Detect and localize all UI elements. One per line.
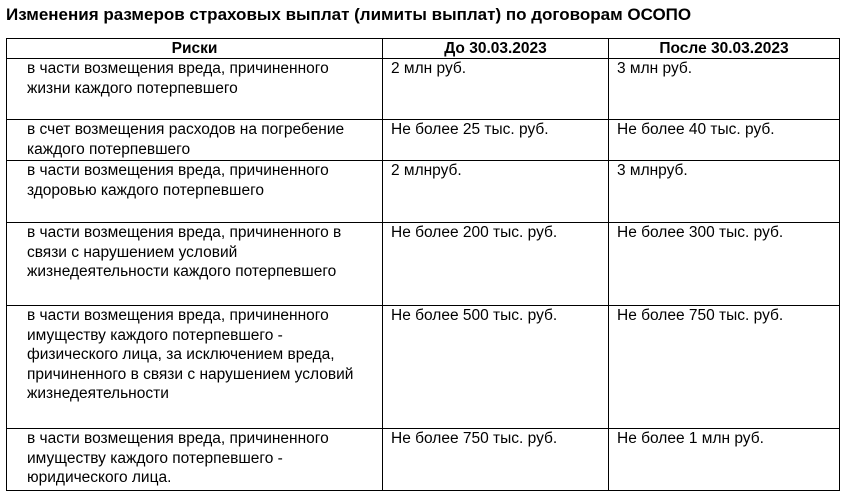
after-value-cell: 3 млн руб. [609,59,840,120]
table-row [7,59,840,120]
header-after: После 30.03.2023 [609,39,840,59]
table-row [7,306,840,429]
before-value-cell: 2 млнруб. [383,161,609,223]
before-value-cell: Не более 25 тыс. руб. [383,120,609,161]
after-value-cell: Не более 40 тыс. руб. [609,120,840,161]
after-value-cell: Не более 750 тыс. руб. [609,306,840,429]
risk-cell: в части возмещения вреда, причиненного имуществу каждого потерпевшего - юридического лица. [7,429,383,491]
before-value-cell: Не более 500 тыс. руб. [383,306,609,429]
table-row [7,223,840,306]
risk-cell: в части возмещения вреда, причиненного жизни каждого потерпевшего [7,59,383,120]
before-value-cell: Не более 200 тыс. руб. [383,223,609,306]
table-row [7,161,840,223]
after-value-cell: Не более 1 млн руб. [609,429,840,491]
before-value-cell: Не более 750 тыс. руб. [383,429,609,491]
risk-cell: в части возмещения вреда, причиненного в связи с нарушением условий жизнедеятельности каждого потерпевшего [7,223,383,306]
risk-cell: в части возмещения вреда, причиненного имуществу каждого потерпевшего - физического лица, за исключением вреда, причиненного в связи с нарушением условий жизнедеятельности [7,306,383,429]
after-value-cell: Не более 300 тыс. руб. [609,223,840,306]
table-row [7,120,840,161]
header-before: До 30.03.2023 [383,39,609,59]
document-title: Изменения размеров страховых выплат (лимиты выплат) по договорам ОСОПО [6,5,692,24]
risk-cell: в части возмещения вреда, причиненного здоровью каждого потерпевшего [7,161,383,223]
risk-cell: в счет возмещения расходов на погребение каждого потерпевшего [7,120,383,161]
before-value-cell: 2 млн руб. [383,59,609,120]
table-row [7,429,840,491]
after-value-cell: 3 млнруб. [609,161,840,223]
limits-table [6,38,840,491]
header-risks: Риски [7,39,383,59]
table-header-row [7,39,840,59]
